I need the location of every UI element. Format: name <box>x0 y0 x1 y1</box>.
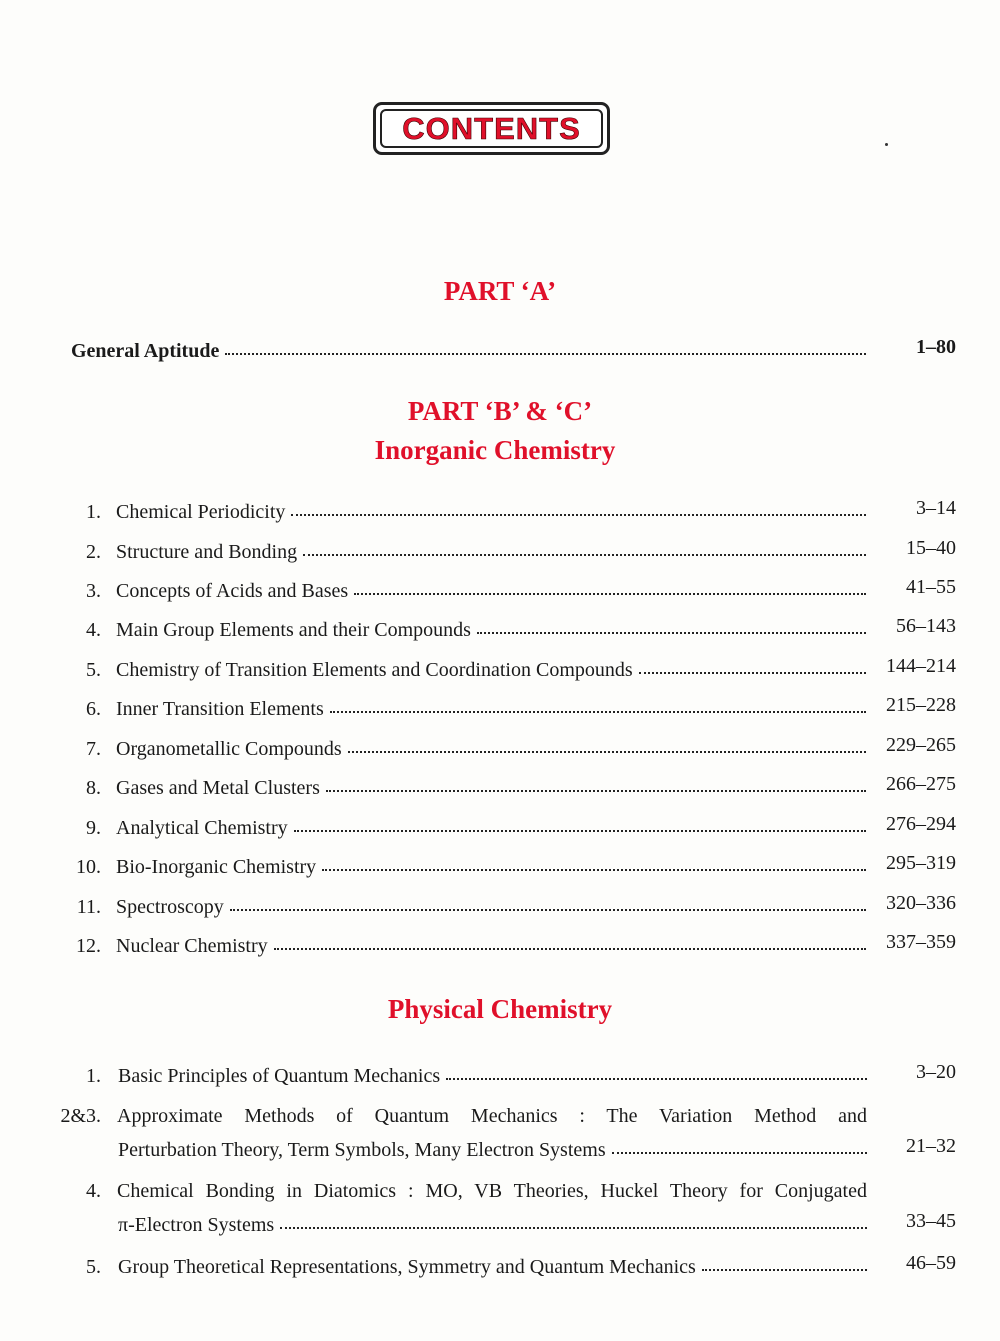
inorganic-chemistry-heading: Inorganic Chemistry <box>374 435 616 465</box>
toc-entry[interactable] <box>0 1103 1000 1129</box>
entry-title: Gases and Metal Clusters <box>116 777 320 799</box>
entry-title: Chemistry of Transition Elements and Coordination Compounds <box>116 659 633 681</box>
entry-title-row <box>116 617 866 643</box>
toc-entry[interactable] <box>0 815 1000 841</box>
entry-number: 11. <box>76 896 101 918</box>
entry-number: 4. <box>86 619 101 641</box>
physical-chemistry-heading: Physical Chemistry <box>387 994 613 1024</box>
dot-leader <box>446 1078 867 1080</box>
contents-banner <box>373 102 610 155</box>
entry-pages: 1–80 <box>916 336 956 358</box>
entry-pages: 33–45 <box>906 1210 956 1232</box>
toc-entry[interactable] <box>0 1178 1000 1204</box>
entry-number: 6. <box>86 698 101 720</box>
entry-pages: 21–32 <box>906 1135 956 1157</box>
toc-entry[interactable] <box>0 736 1000 762</box>
entry-pages: 3–14 <box>916 497 956 519</box>
entry-title-row <box>116 696 866 722</box>
entry-number: 8. <box>86 777 101 799</box>
entry-title-row <box>118 1212 867 1238</box>
dot-leader <box>291 514 866 516</box>
entry-title: Spectroscopy <box>116 896 224 918</box>
entry-pages: 144–214 <box>886 655 956 677</box>
entry-title: Structure and Bonding <box>116 541 298 563</box>
dot-leader <box>348 751 866 753</box>
contents-title: CONTENTS <box>402 110 581 146</box>
entry-title-row <box>116 499 866 525</box>
entry-number: 2. <box>86 541 101 563</box>
entry-pages: 46–59 <box>906 1252 956 1274</box>
toc-entry[interactable] <box>0 657 1000 683</box>
toc-entry[interactable] <box>0 578 1000 604</box>
entry-pages: 266–275 <box>886 773 956 795</box>
entry-title-row <box>116 933 866 959</box>
dot-leader <box>639 672 866 674</box>
dot-leader <box>354 593 866 595</box>
entry-title-row <box>116 854 866 880</box>
entry-title: Organometallic Compounds <box>116 738 342 760</box>
dot-leader <box>477 632 866 634</box>
toc-entry[interactable] <box>0 499 1000 525</box>
print-speck <box>885 143 888 146</box>
entry-pages: 320–336 <box>886 892 956 914</box>
entry-title-line-1: Approximate Methods of Quantum Mechanics : The Variation Method and <box>117 1105 867 1127</box>
dot-leader <box>303 554 866 556</box>
dot-leader <box>280 1227 867 1229</box>
entry-title: Inner Transition Elements <box>116 698 324 720</box>
entry-title: Basic Principles of Quantum Mechanics <box>118 1065 441 1087</box>
entry-title-line-2: Perturbation Theory, Term Symbols, Many Electron Systems <box>118 1139 606 1161</box>
entry-number: 12. <box>76 935 101 957</box>
entry-pages: 337–359 <box>886 931 956 953</box>
entry-title: General Aptitude <box>71 340 220 362</box>
toc-entry-general-aptitude[interactable] <box>0 338 1000 364</box>
entry-number: 5. <box>86 659 101 681</box>
dot-leader <box>274 948 866 950</box>
toc-entry[interactable] <box>0 894 1000 920</box>
dot-leader <box>225 353 866 355</box>
toc-entry[interactable] <box>0 933 1000 959</box>
dot-leader <box>322 869 866 871</box>
entry-title-row <box>71 338 866 364</box>
entry-title: Group Theoretical Representations, Symmetry and Quantum Mechanics <box>118 1256 696 1278</box>
entry-title-row <box>116 736 866 762</box>
entry-title: Chemical Periodicity <box>116 501 286 523</box>
entry-pages: 229–265 <box>886 734 956 756</box>
entry-pages: 56–143 <box>896 615 956 637</box>
entry-title-line-2: π-Electron Systems <box>118 1214 275 1236</box>
entry-number: 10. <box>76 856 101 878</box>
entry-title-row <box>118 1063 867 1089</box>
entry-number: 7. <box>86 738 101 760</box>
dot-leader <box>702 1269 867 1271</box>
entry-pages: 295–319 <box>886 852 956 874</box>
entry-number: 1. <box>86 1065 101 1087</box>
entry-pages: 41–55 <box>906 576 956 598</box>
toc-entry[interactable] <box>0 1254 1000 1280</box>
toc-entry-continuation[interactable] <box>0 1137 1000 1163</box>
dot-leader <box>294 830 866 832</box>
entry-pages: 276–294 <box>886 813 956 835</box>
entry-pages: 3–20 <box>916 1061 956 1083</box>
part-a-heading: PART ‘A’ <box>443 276 557 306</box>
entry-title: Concepts of Acids and Bases <box>116 580 349 602</box>
toc-entry[interactable] <box>0 696 1000 722</box>
entry-title-row <box>116 775 866 801</box>
dot-leader <box>326 790 866 792</box>
entry-number: 4. <box>86 1180 101 1202</box>
toc-entry[interactable] <box>0 775 1000 801</box>
toc-entry[interactable] <box>0 854 1000 880</box>
entry-title-row <box>116 894 866 920</box>
entry-number: 5. <box>86 1256 101 1278</box>
toc-entry[interactable] <box>0 617 1000 643</box>
toc-entry-continuation[interactable] <box>0 1212 1000 1238</box>
toc-entry[interactable] <box>0 1063 1000 1089</box>
dot-leader <box>612 1152 867 1154</box>
entry-number: 3. <box>86 580 101 602</box>
toc-entry[interactable] <box>0 539 1000 565</box>
entry-pages: 15–40 <box>906 537 956 559</box>
entry-title-row <box>118 1137 867 1163</box>
entry-number: 2&3. <box>60 1105 101 1127</box>
entry-title-line-1: Chemical Bonding in Diatomics : MO, VB Theories, Huckel Theory for Conjugated <box>117 1180 867 1202</box>
entry-title-row <box>116 815 866 841</box>
entry-title: Bio-Inorganic Chemistry <box>116 856 317 878</box>
part-bc-heading: PART ‘B’ & ‘C’ <box>407 396 593 426</box>
entry-title-row <box>116 539 866 565</box>
dot-leader <box>330 711 866 713</box>
entry-number: 1. <box>86 501 101 523</box>
entry-title-row <box>116 657 866 683</box>
entry-title-row <box>116 578 866 604</box>
entry-pages: 215–228 <box>886 694 956 716</box>
entry-number: 9. <box>86 817 101 839</box>
entry-title: Main Group Elements and their Compounds <box>116 619 471 641</box>
dot-leader <box>230 909 866 911</box>
entry-title-row <box>118 1254 867 1280</box>
entry-title: Nuclear Chemistry <box>116 935 268 957</box>
entry-title: Analytical Chemistry <box>116 817 288 839</box>
